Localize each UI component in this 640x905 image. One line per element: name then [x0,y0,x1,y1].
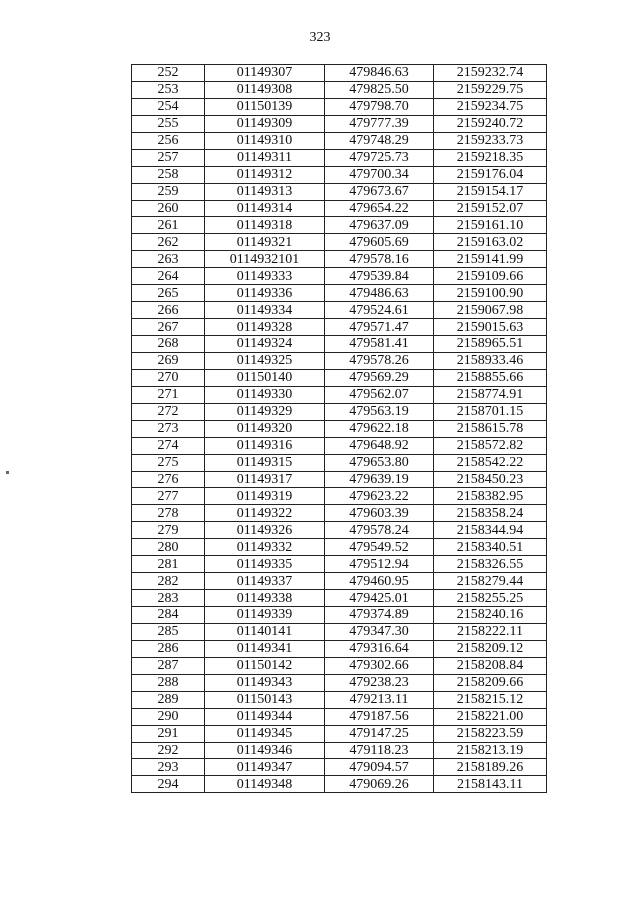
point-code-cell: 01149344 [205,708,325,725]
x-coordinate-cell: 479316.64 [325,640,434,657]
table-row [132,65,547,82]
table-row [132,319,547,336]
point-code-cell: 01150142 [205,657,325,674]
y-coordinate-cell: 2158279.44 [434,573,547,590]
x-coordinate-cell: 479648.92 [325,437,434,454]
table-row [132,725,547,742]
x-coordinate-cell: 479213.11 [325,691,434,708]
point-code-cell: 01149330 [205,386,325,403]
table-row [132,217,547,234]
table-row [132,607,547,624]
point-code-cell: 01149311 [205,149,325,166]
y-coordinate-cell: 2159100.90 [434,285,547,302]
x-coordinate-cell: 479846.63 [325,65,434,82]
y-coordinate-cell: 2159067.98 [434,302,547,319]
point-number-cell: 288 [132,674,205,691]
coordinates-table [131,64,547,793]
point-number-cell: 271 [132,386,205,403]
x-coordinate-cell: 479147.25 [325,725,434,742]
point-number-cell: 264 [132,268,205,285]
point-number-cell: 252 [132,65,205,82]
y-coordinate-cell: 2158326.55 [434,556,547,573]
y-coordinate-cell: 2158542.22 [434,454,547,471]
point-number-cell: 290 [132,708,205,725]
point-code-cell: 01149314 [205,200,325,217]
y-coordinate-cell: 2159218.35 [434,149,547,166]
point-code-cell: 01149325 [205,352,325,369]
x-coordinate-cell: 479486.63 [325,285,434,302]
table-row [132,556,547,573]
table-row [132,115,547,132]
point-code-cell: 01149341 [205,640,325,657]
x-coordinate-cell: 479639.19 [325,471,434,488]
table-row [132,437,547,454]
x-coordinate-cell: 479578.16 [325,251,434,268]
point-code-cell: 01149312 [205,166,325,183]
point-code-cell: 01149316 [205,437,325,454]
point-number-cell: 261 [132,217,205,234]
point-number-cell: 269 [132,352,205,369]
point-code-cell: 01149336 [205,285,325,302]
table-row [132,149,547,166]
point-number-cell: 253 [132,81,205,98]
y-coordinate-cell: 2158933.46 [434,352,547,369]
point-code-cell: 01149328 [205,319,325,336]
y-coordinate-cell: 2158965.51 [434,336,547,353]
point-code-cell: 01149326 [205,522,325,539]
table-row [132,369,547,386]
x-coordinate-cell: 479425.01 [325,590,434,607]
table-row [132,183,547,200]
point-code-cell: 01149339 [205,607,325,624]
x-coordinate-cell: 479578.24 [325,522,434,539]
point-code-cell: 01150143 [205,691,325,708]
point-code-cell: 01149320 [205,420,325,437]
point-code-cell: 01150139 [205,98,325,115]
table-row [132,285,547,302]
x-coordinate-cell: 479539.84 [325,268,434,285]
y-coordinate-cell: 2159232.74 [434,65,547,82]
point-number-cell: 281 [132,556,205,573]
table-row [132,776,547,793]
point-number-cell: 291 [132,725,205,742]
x-coordinate-cell: 479094.57 [325,759,434,776]
point-number-cell: 276 [132,471,205,488]
table-row [132,251,547,268]
table-row [132,759,547,776]
y-coordinate-cell: 2158701.15 [434,403,547,420]
point-code-cell: 01149334 [205,302,325,319]
x-coordinate-cell: 479302.66 [325,657,434,674]
y-coordinate-cell: 2159015.63 [434,319,547,336]
point-number-cell: 258 [132,166,205,183]
point-number-cell: 277 [132,488,205,505]
x-coordinate-cell: 479581.41 [325,336,434,353]
page-number: 323 [309,30,331,45]
table-row [132,505,547,522]
table-row [132,454,547,471]
table-row [132,132,547,149]
x-coordinate-cell: 479637.09 [325,217,434,234]
point-number-cell: 286 [132,640,205,657]
table-row [132,573,547,590]
point-code-cell: 01149321 [205,234,325,251]
point-number-cell: 292 [132,742,205,759]
point-code-cell: 01149313 [205,183,325,200]
x-coordinate-cell: 479603.39 [325,505,434,522]
point-code-cell: 01140141 [205,623,325,640]
x-coordinate-cell: 479347.30 [325,623,434,640]
point-code-cell: 01149343 [205,674,325,691]
point-number-cell: 279 [132,522,205,539]
table-row [132,98,547,115]
y-coordinate-cell: 2159163.02 [434,234,547,251]
point-code-cell: 01149345 [205,725,325,742]
y-coordinate-cell: 2158572.82 [434,437,547,454]
point-code-cell: 01149348 [205,776,325,793]
point-number-cell: 272 [132,403,205,420]
x-coordinate-cell: 479578.26 [325,352,434,369]
point-number-cell: 262 [132,234,205,251]
table-row [132,81,547,98]
point-number-cell: 280 [132,539,205,556]
table-row [132,420,547,437]
table-row [132,268,547,285]
x-coordinate-cell: 479622.18 [325,420,434,437]
y-coordinate-cell: 2159161.10 [434,217,547,234]
x-coordinate-cell: 479673.67 [325,183,434,200]
x-coordinate-cell: 479798.70 [325,98,434,115]
point-code-cell: 01149315 [205,454,325,471]
x-coordinate-cell: 479524.61 [325,302,434,319]
table-row [132,640,547,657]
y-coordinate-cell: 2159229.75 [434,81,547,98]
x-coordinate-cell: 479512.94 [325,556,434,573]
y-coordinate-cell: 2158213.19 [434,742,547,759]
table-row [132,336,547,353]
point-code-cell: 01149307 [205,65,325,82]
point-code-cell: 01150140 [205,369,325,386]
y-coordinate-cell: 2158450.23 [434,471,547,488]
y-coordinate-cell: 2158209.12 [434,640,547,657]
point-code-cell: 01149337 [205,573,325,590]
table-row [132,471,547,488]
table-row [132,352,547,369]
y-coordinate-cell: 2158222.11 [434,623,547,640]
table-row [132,708,547,725]
x-coordinate-cell: 479238.23 [325,674,434,691]
point-number-cell: 265 [132,285,205,302]
point-code-cell: 01149332 [205,539,325,556]
point-number-cell: 263 [132,251,205,268]
x-coordinate-cell: 479069.26 [325,776,434,793]
point-number-cell: 257 [132,149,205,166]
point-code-cell: 01149335 [205,556,325,573]
point-code-cell: 01149308 [205,81,325,98]
y-coordinate-cell: 2158344.94 [434,522,547,539]
x-coordinate-cell: 479654.22 [325,200,434,217]
table-row [132,403,547,420]
point-number-cell: 293 [132,759,205,776]
x-coordinate-cell: 479777.39 [325,115,434,132]
point-number-cell: 282 [132,573,205,590]
point-number-cell: 289 [132,691,205,708]
point-code-cell: 01149318 [205,217,325,234]
y-coordinate-cell: 2158255.25 [434,590,547,607]
point-code-cell: 01149333 [205,268,325,285]
table-row [132,522,547,539]
y-coordinate-cell: 2158189.26 [434,759,547,776]
y-coordinate-cell: 2158215.12 [434,691,547,708]
x-coordinate-cell: 479460.95 [325,573,434,590]
point-number-cell: 268 [132,336,205,353]
y-coordinate-cell: 2158340.51 [434,539,547,556]
y-coordinate-cell: 2158223.59 [434,725,547,742]
y-coordinate-cell: 2159233.73 [434,132,547,149]
point-code-cell: 01149317 [205,471,325,488]
table-row [132,302,547,319]
y-coordinate-cell: 2158855.66 [434,369,547,386]
table-row [132,590,547,607]
x-coordinate-cell: 479374.89 [325,607,434,624]
point-number-cell: 284 [132,607,205,624]
table-row [132,623,547,640]
y-coordinate-cell: 2158143.11 [434,776,547,793]
point-code-cell: 01149309 [205,115,325,132]
x-coordinate-cell: 479725.73 [325,149,434,166]
point-number-cell: 275 [132,454,205,471]
x-coordinate-cell: 479623.22 [325,488,434,505]
table-row [132,234,547,251]
x-coordinate-cell: 479700.34 [325,166,434,183]
point-number-cell: 283 [132,590,205,607]
table-row [132,674,547,691]
y-coordinate-cell: 2159234.75 [434,98,547,115]
x-coordinate-cell: 479118.23 [325,742,434,759]
point-number-cell: 267 [132,319,205,336]
y-coordinate-cell: 2159176.04 [434,166,547,183]
point-code-cell: 01149338 [205,590,325,607]
point-number-cell: 278 [132,505,205,522]
table-row [132,386,547,403]
y-coordinate-cell: 2158358.24 [434,505,547,522]
table-row [132,742,547,759]
point-number-cell: 256 [132,132,205,149]
point-number-cell: 285 [132,623,205,640]
table-row [132,488,547,505]
y-coordinate-cell: 2158774.91 [434,386,547,403]
point-number-cell: 266 [132,302,205,319]
x-coordinate-cell: 479571.47 [325,319,434,336]
y-coordinate-cell: 2158240.16 [434,607,547,624]
point-number-cell: 254 [132,98,205,115]
y-coordinate-cell: 2159141.99 [434,251,547,268]
point-code-cell: 0114932101 [205,251,325,268]
point-number-cell: 255 [132,115,205,132]
x-coordinate-cell: 479562.07 [325,386,434,403]
point-number-cell: 273 [132,420,205,437]
coordinates-table-body [132,65,547,793]
point-code-cell: 01149347 [205,759,325,776]
y-coordinate-cell: 2158221.00 [434,708,547,725]
x-coordinate-cell: 479187.56 [325,708,434,725]
point-code-cell: 01149310 [205,132,325,149]
x-coordinate-cell: 479563.19 [325,403,434,420]
table-row [132,657,547,674]
point-number-cell: 287 [132,657,205,674]
point-code-cell: 01149346 [205,742,325,759]
table-row [132,691,547,708]
margin-mark [6,471,9,474]
y-coordinate-cell: 2159240.72 [434,115,547,132]
y-coordinate-cell: 2158382.95 [434,488,547,505]
point-code-cell: 01149329 [205,403,325,420]
y-coordinate-cell: 2159109.66 [434,268,547,285]
table-row [132,166,547,183]
x-coordinate-cell: 479569.29 [325,369,434,386]
x-coordinate-cell: 479653.80 [325,454,434,471]
point-number-cell: 260 [132,200,205,217]
y-coordinate-cell: 2158209.66 [434,674,547,691]
table-row [132,200,547,217]
y-coordinate-cell: 2159154.17 [434,183,547,200]
x-coordinate-cell: 479605.69 [325,234,434,251]
y-coordinate-cell: 2159152.07 [434,200,547,217]
point-code-cell: 01149324 [205,336,325,353]
x-coordinate-cell: 479748.29 [325,132,434,149]
point-number-cell: 274 [132,437,205,454]
x-coordinate-cell: 479825.50 [325,81,434,98]
point-number-cell: 259 [132,183,205,200]
table-row [132,539,547,556]
y-coordinate-cell: 2158208.84 [434,657,547,674]
y-coordinate-cell: 2158615.78 [434,420,547,437]
x-coordinate-cell: 479549.52 [325,539,434,556]
point-number-cell: 270 [132,369,205,386]
point-code-cell: 01149319 [205,488,325,505]
point-number-cell: 294 [132,776,205,793]
point-code-cell: 01149322 [205,505,325,522]
